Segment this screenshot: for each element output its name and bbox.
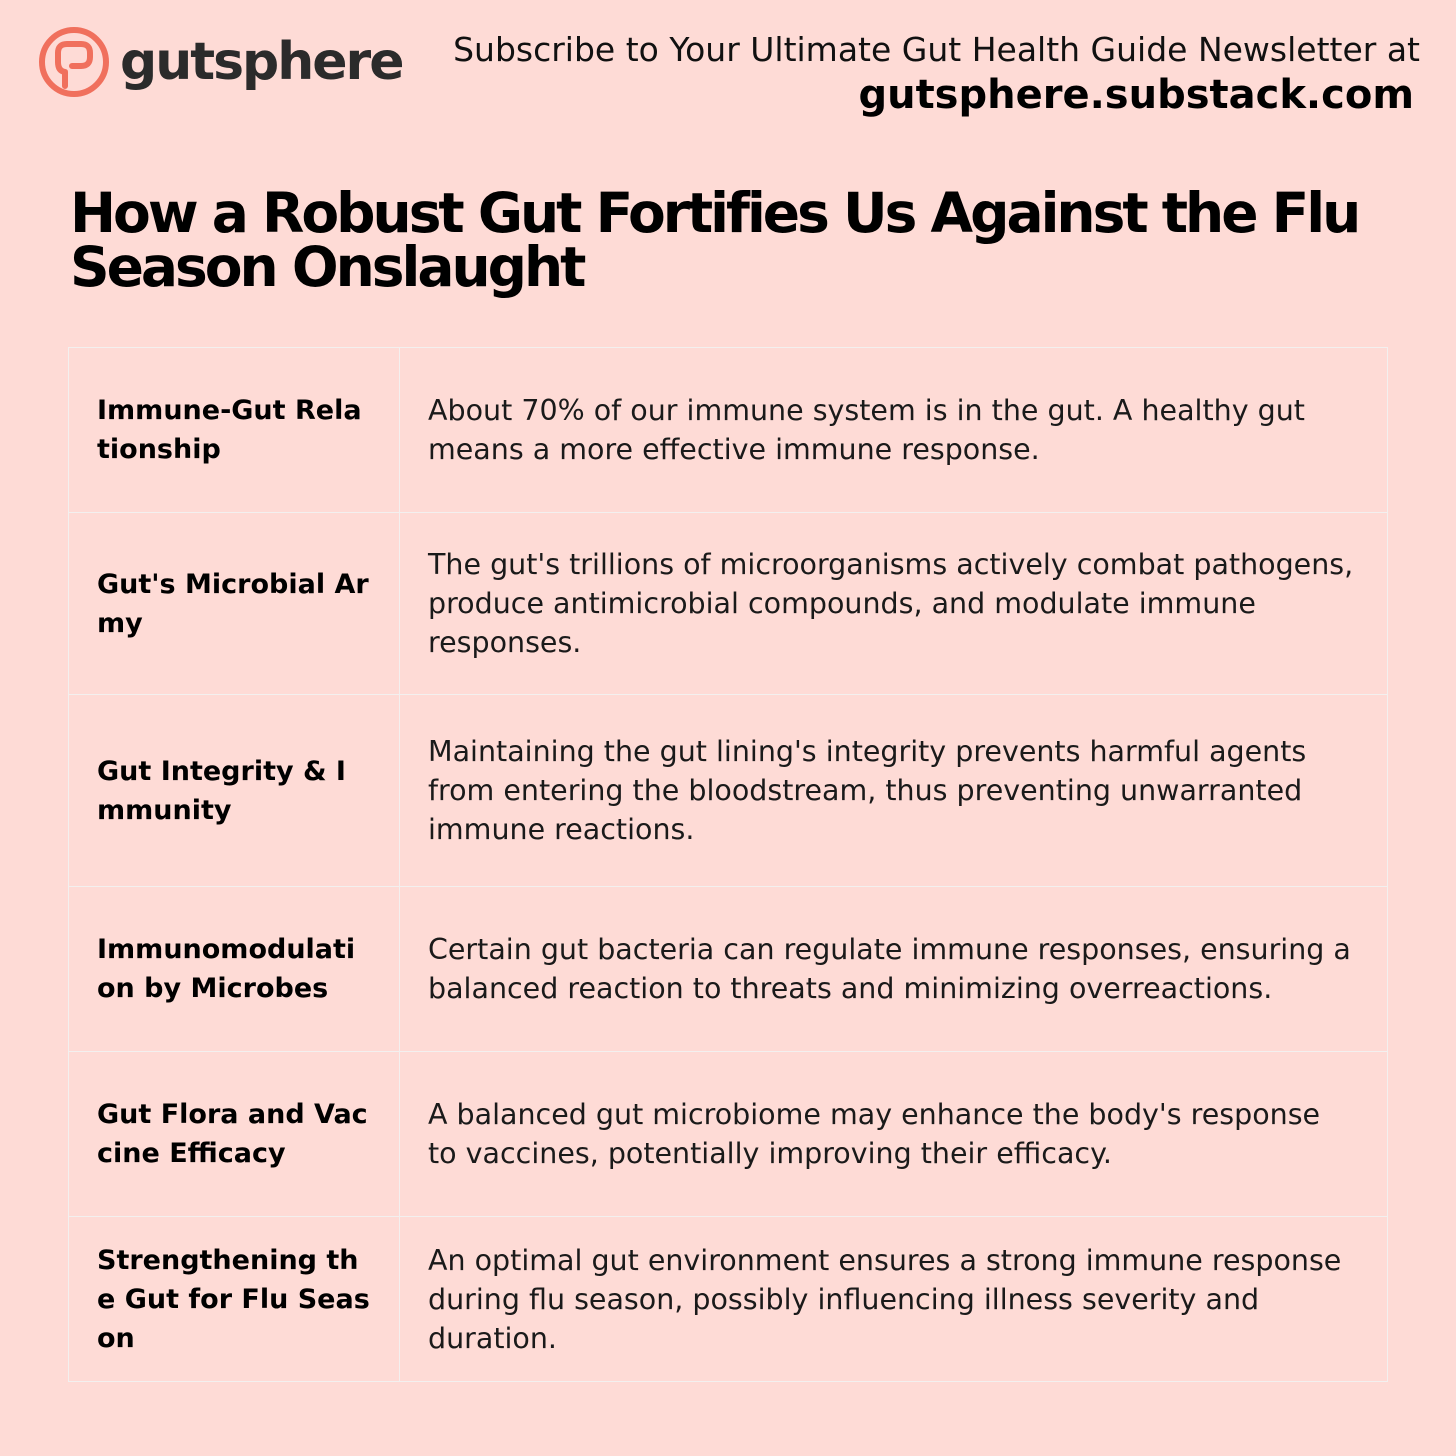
row-description: The gut's trillions of microorganisms actively combat pathogens, produce antimicrobial compounds, and modulate immune responses. [400, 513, 1388, 695]
gut-logo-icon [38, 26, 110, 98]
subscribe-url[interactable]: gutsphere.substack.com [858, 72, 1414, 118]
brand-name: gutsphere [120, 32, 403, 92]
subscribe-banner [453, 30, 1420, 120]
row-topic: Immunomodulation by Microbes [69, 887, 400, 1052]
table-row [69, 695, 1388, 887]
brand-logo [38, 26, 402, 98]
row-description: About 70% of our immune system is in the gut. A healthy gut means a more effective immune response. [400, 348, 1388, 513]
table-row [69, 348, 1388, 513]
row-topic: Gut's Microbial Army [69, 513, 400, 695]
table-row [69, 1052, 1388, 1217]
table-row [69, 1217, 1388, 1382]
table-row [69, 513, 1388, 695]
table-row [69, 887, 1388, 1052]
subscribe-text: Subscribe to Your Ultimate Gut Health Guide Newsletter at [453, 30, 1420, 69]
row-description: Maintaining the gut lining's integrity prevents harmful agents from entering the bloodstream, thus preventing unwarranted immune reactions. [400, 695, 1388, 887]
row-topic: Immune-Gut Relationship [69, 348, 400, 513]
row-description: Certain gut bacteria can regulate immune responses, ensuring a balanced reaction to threats and minimizing overreactions. [400, 887, 1388, 1052]
row-topic: Strengthening the Gut for Flu Season [69, 1217, 400, 1382]
row-description: An optimal gut environment ensures a strong immune response during flu season, possibly influencing illness severity and duration. [400, 1217, 1388, 1382]
page-title: How a Robust Gut Fortifies Us Against the Flu Season Onslaught [70, 181, 1359, 299]
row-topic: Gut Flora and Vaccine Efficacy [69, 1052, 400, 1217]
info-table [68, 347, 1388, 1382]
row-description: A balanced gut microbiome may enhance the body's response to vaccines, potentially improving their efficacy. [400, 1052, 1388, 1217]
row-topic: Gut Integrity & Immunity [69, 695, 400, 887]
